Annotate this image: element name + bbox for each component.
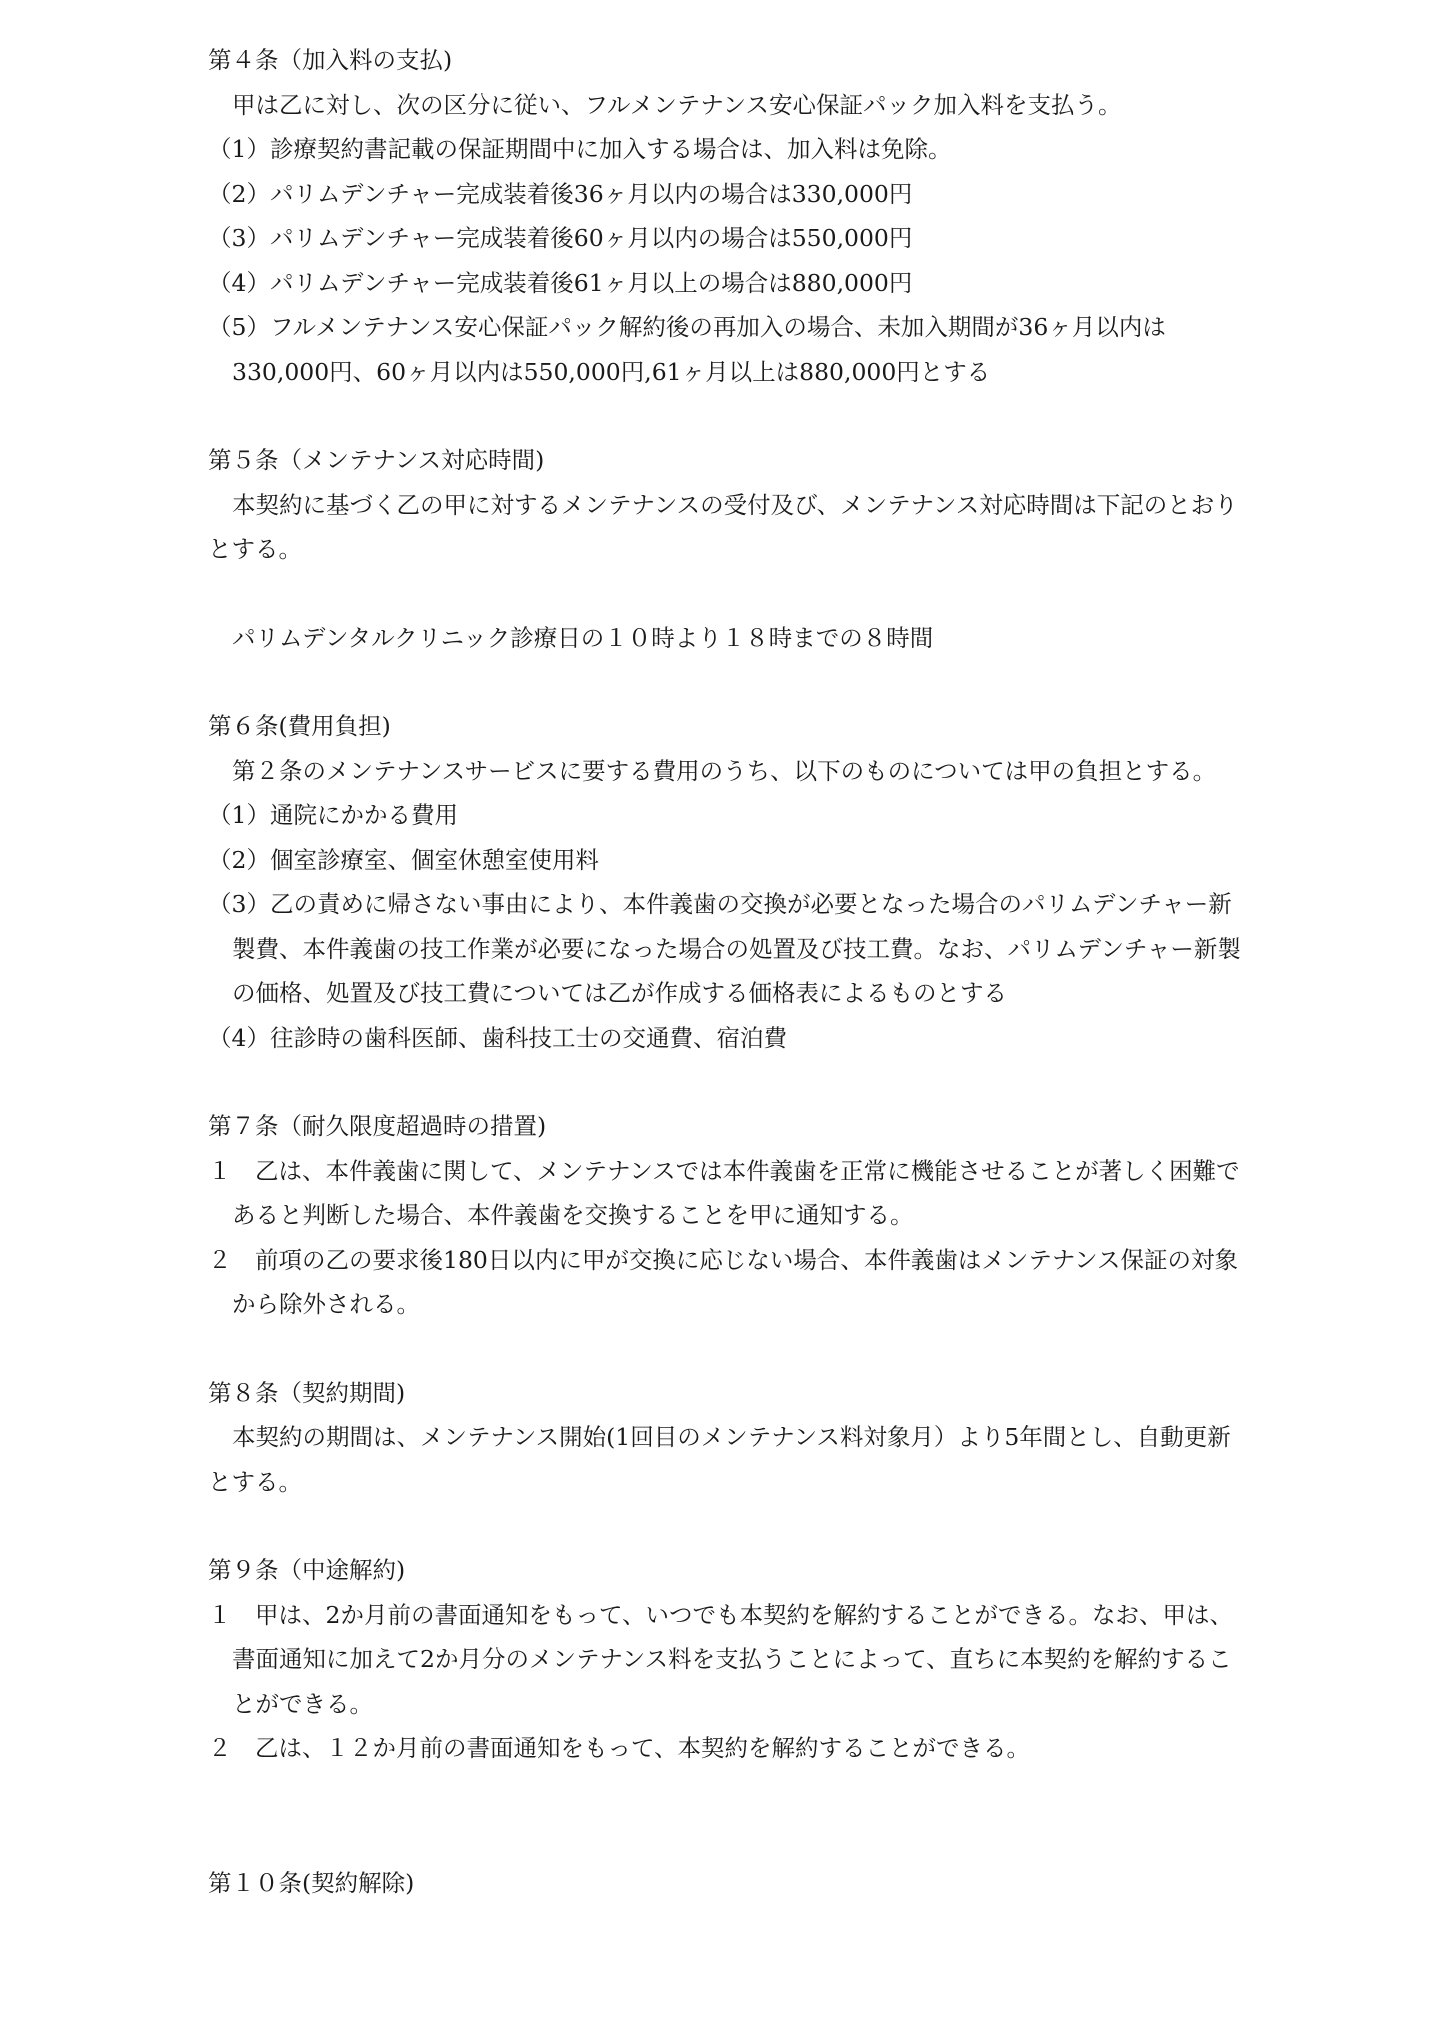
article-4-item-5: （5）フルメンテナンス安心保証パック解約後の再加入の場合、未加入期間が36ヶ月以内は330,000円、60ヶ月以内は550,000円,61ヶ月以上は880,000円とする (208, 313, 1166, 386)
article-4-item-4: （4）パリムデンチャー完成装着後61ヶ月以上の場合は880,000円 (208, 268, 913, 297)
article-6-item-2: （2）個室診療室、個室休憩室使用料 (208, 845, 599, 874)
article-7-item-2: ２ 前項の乙の要求後180日以内に甲が交換に応じない場合、本件義歯はメンテナンス保証の対象から除外される。 (208, 1245, 1238, 1318)
article-6-item-3: （3）乙の責めに帰さない事由により、本件義歯の交換が必要となった場合のパリムデンチャー新製費、本件義歯の技工作業が必要になった場合の処置及び技工費。なお、パリムデンチャー新製の価格、処置及び技工費については乙が作成する価格表によるものとする (208, 890, 1241, 1007)
article-5-heading: 第５条（メンテナンス対応時間) (208, 446, 545, 474)
article-8-heading: 第８条（契約期間) (208, 1378, 406, 1407)
article-5-body: 本契約に基づく乙の甲に対するメンテナンスの受付及び、メンテナンス対応時間は下記のとおりとする。 (208, 490, 1238, 563)
article-6-body: 第２条のメンテナンスサービスに要する費用のうち、以下のものについては甲の負担とする。 (232, 756, 1217, 785)
article-7 (208, 1104, 1248, 1327)
article-6-heading: 第６条(費用負担) (208, 712, 391, 740)
article-9-item-2: ２ 乙は、１２か月前の書面通知をもって、本契約を解約することができる。 (208, 1734, 1031, 1762)
article-6-item-4: （4）往診時の歯科医師、歯科技工士の交通費、宿泊費 (208, 1023, 787, 1052)
article-5 (208, 438, 1248, 660)
article-9-heading: 第９条（中途解約) (208, 1556, 406, 1584)
article-4-item-2: （2）パリムデンチャー完成装着後36ヶ月以内の場合は330,000円 (208, 179, 913, 208)
article-6-item-1: （1）通院にかかる費用 (208, 801, 458, 829)
article-4-item-3: （3）パリムデンチャー完成装着後60ヶ月以内の場合は550,000円 (208, 224, 913, 252)
article-8 (208, 1371, 1248, 1505)
article-5-hours: パリムデンタルクリニック診療日の１０時より１８時までの８時間 (232, 623, 934, 652)
article-9 (208, 1548, 1248, 1771)
article-6 (208, 704, 1248, 1060)
article-7-heading: 第７条（耐久限度超過時の措置) (208, 1112, 547, 1140)
article-4-intro: 甲は乙に対し、次の区分に従い、フルメンテナンス安心保証パック加入料を支払う。 (232, 90, 1122, 119)
article-4-heading: 第４条（加入料の支払) (208, 46, 453, 74)
article-10-heading: 第１０条(契約解除) (208, 1868, 415, 1897)
article-4 (208, 38, 1248, 394)
article-9-item-1: １ 甲は、2か月前の書面通知をもって、いつでも本契約を解約することができる。なお、甲は、書面通知に加えて2か月分のメンテナンス料を支払うことによって、直ちに本契約を解約することができる。 (208, 1600, 1233, 1718)
article-4-item-1: （1）診療契約書記載の保証期間中に加入する場合は、加入料は免除。 (208, 135, 952, 163)
document-body (208, 38, 1248, 1905)
article-7-item-1: １ 乙は、本件義歯に関して、メンテナンスでは本件義歯を正常に機能させることが著しく困難であると判断した場合、本件義歯を交換することを甲に通知する。 (208, 1156, 1240, 1229)
article-10 (208, 1861, 1248, 1906)
article-8-body: 本契約の期間は、メンテナンス開始(1回目のメンテナンス料対象月）より5年間とし、自動更新とする。 (208, 1423, 1231, 1496)
